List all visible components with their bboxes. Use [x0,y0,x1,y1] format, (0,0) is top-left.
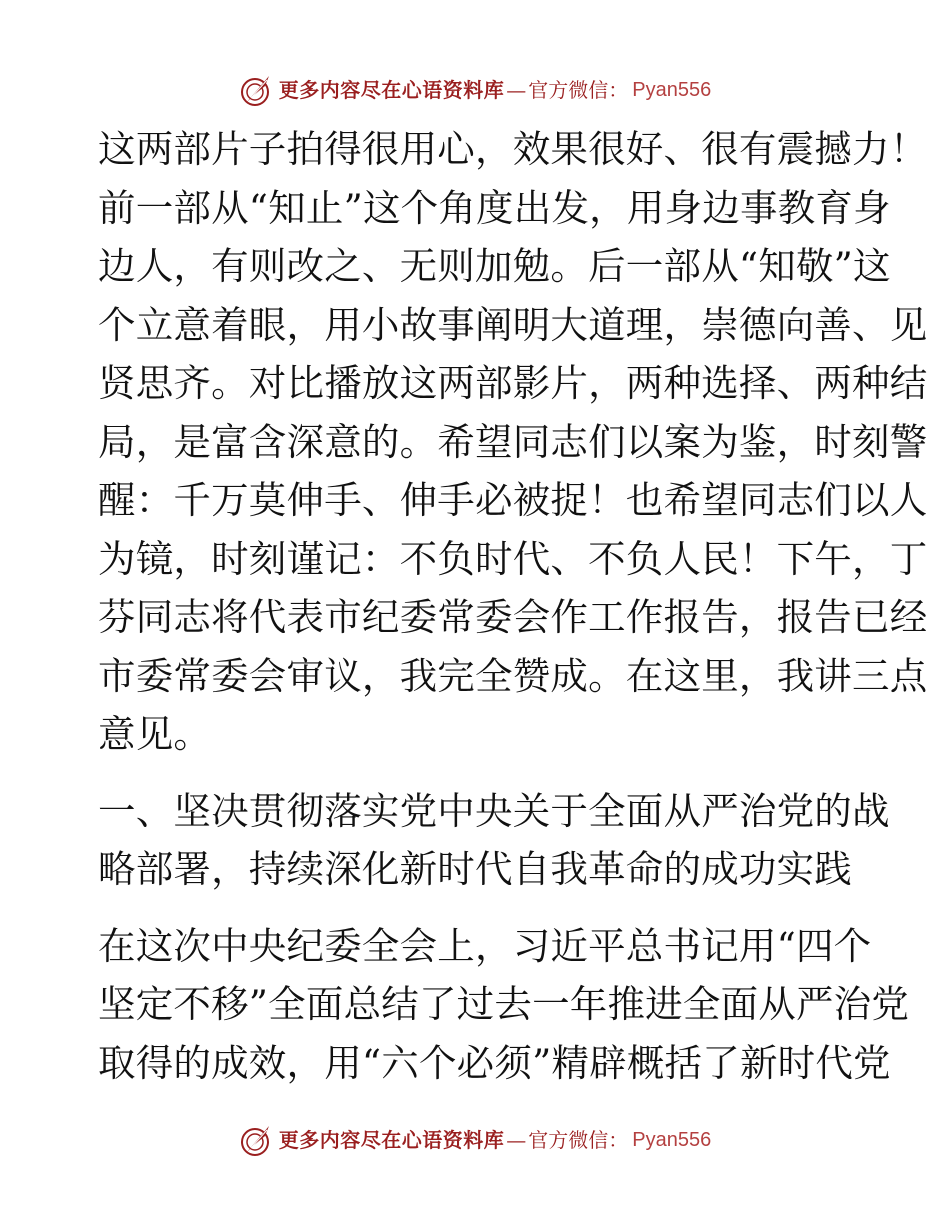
header-wechat-id: Pyan556 [632,79,712,101]
paragraph-spacer [98,899,850,917]
text-line: 边人，有则改之、无则加勉。后一部从“知敬”这 [98,244,891,288]
paragraph-1 [98,120,928,764]
text-line: 局，是富含深意的。希望同志们以案为鉴，时刻警 [98,419,928,464]
text-line: 醒：千万莫伸手、伸手必被捉！也希望同志们以人 [98,478,928,522]
footer-brand-text: 更多内容尽在心语资料库 [278,1128,505,1152]
footer-banner-content [239,1122,711,1158]
footer-banner [0,1120,950,1160]
quill-logo-icon [239,1122,275,1158]
header-wechat-label: 官方微信： [528,78,629,102]
footer-wechat-label: 官方微信： [528,1128,629,1152]
text-line: 个立意着眼，用小故事阐明大道理，崇德向善、见 [98,302,928,347]
heading-line: 一、坚决贯彻落实党中央关于全面从严治党的战 [98,788,890,833]
text-line: 芬同志将代表市纪委常委会作工作报告，报告已经 [98,595,928,639]
text-line: 前一部从“知止”这个角度出发，用身边事教育身 [98,185,891,230]
quill-logo-icon [239,72,275,108]
text-line: 贤思齐。对比播放这两部影片，两种选择、两种结 [98,361,928,405]
document-body [98,120,928,1092]
footer-wechat-id: Pyan556 [632,1129,712,1151]
heading-line: 略部署，持续深化新时代自我革命的成功实践 [98,847,852,891]
text-line: 意见。 [98,712,212,756]
text-line: 市委常委会审议，我完全赞成。在这里，我讲三点 [98,653,928,698]
footer-dash: — [506,1128,527,1152]
header-banner-content [239,72,711,108]
header-banner [0,70,950,110]
text-line: 坚定不移”全面总结了过去一年推进全面从严治党 [98,982,910,1026]
paragraph-spacer [98,764,850,782]
text-line: 这两部片子拍得很用心，效果很好、很有震撼力！ [98,127,928,171]
text-line: 为镜，时刻谨记：不负时代、不负人民！下午，丁 [98,536,928,581]
section-heading [98,782,890,899]
header-brand-text: 更多内容尽在心语资料库 [278,78,505,102]
paragraph-2 [98,917,910,1093]
header-dash: — [506,78,527,102]
text-line: 在这次中央纪委全会上，习近平总书记用“四个 [98,923,872,968]
text-line: 取得的成效，用“六个必须”精辟概括了新时代党 [98,1040,891,1085]
